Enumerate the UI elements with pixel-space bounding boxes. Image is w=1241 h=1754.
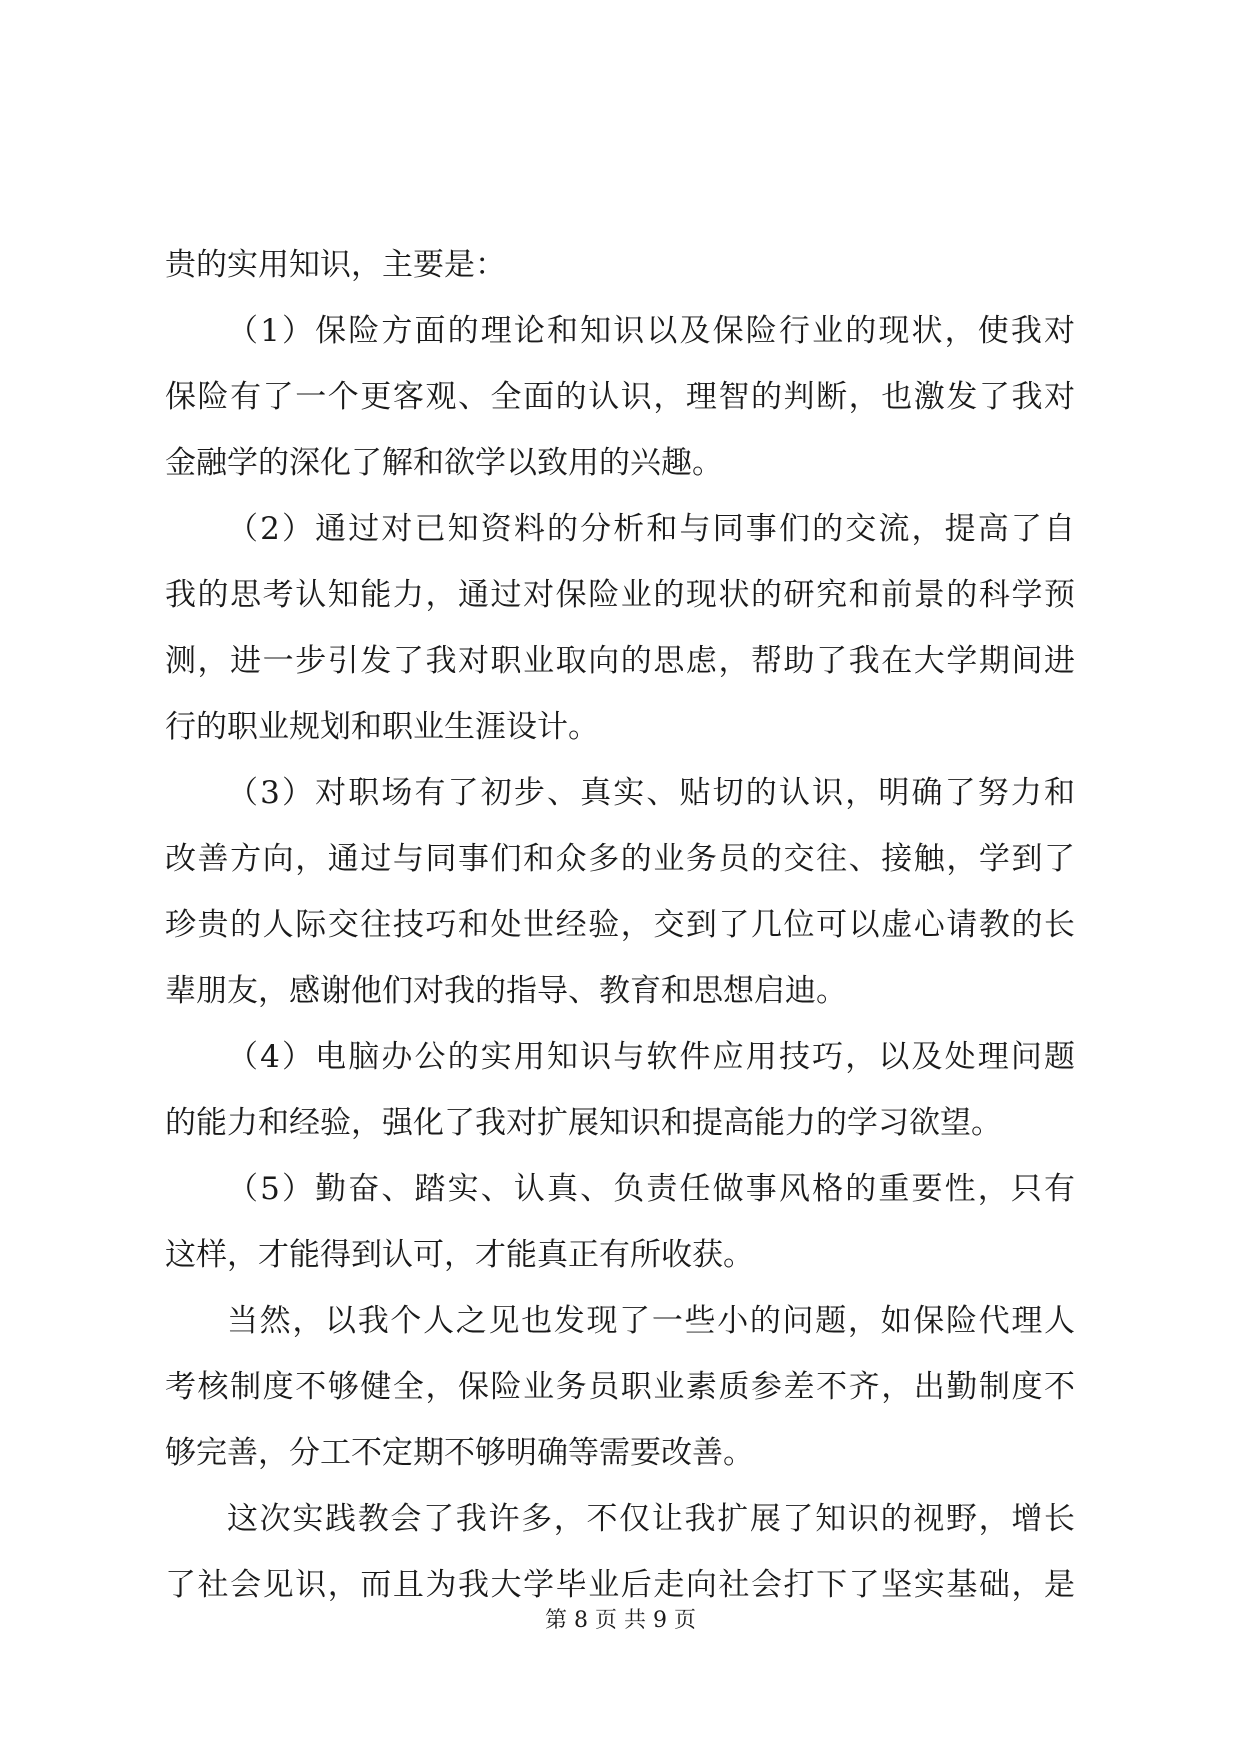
text-line: 保险有了一个更客观、全面的认识，理智的判断，也激发了我对 <box>165 379 1075 415</box>
text-line: 的能力和经验，强化了我对扩展知识和提高能力的学习欲望。 <box>165 1105 1002 1141</box>
text-line: 改善方向，通过与同事们和众多的业务员的交往、接触，学到了 <box>165 841 1075 877</box>
document-body <box>165 232 1075 1618</box>
text-line: 当然，以我个人之见也发现了一些小的问题，如保险代理人 <box>227 1303 1075 1339</box>
text-line: 这次实践教会了我许多，不仅让我扩展了知识的视野，增长 <box>227 1501 1075 1537</box>
text-line: （2）通过对已知资料的分析和与同事们的交流，提高了自 <box>227 511 1075 547</box>
text-line: 这样，才能得到认可，才能真正有所收获。 <box>165 1237 754 1273</box>
text-line: 够完善，分工不定期不够明确等需要改善。 <box>165 1435 754 1471</box>
text-line: 了社会见识，而且为我大学毕业后走向社会打下了坚实基础，是 <box>165 1567 1075 1603</box>
text-line: 测，进一步引发了我对职业取向的思虑，帮助了我在大学期间进 <box>165 643 1075 679</box>
text-line: 我的思考认知能力，通过对保险业的现状的研究和前景的科学预 <box>165 577 1075 613</box>
text-line: （5）勤奋、踏实、认真、负责任做事风格的重要性，只有 <box>227 1171 1075 1207</box>
text-line: 贵的实用知识，主要是： <box>165 247 506 283</box>
text-line: 行的职业规划和职业生涯设计。 <box>165 709 599 745</box>
text-line: 考核制度不够健全，保险业务员职业素质参差不齐，出勤制度不 <box>165 1369 1075 1405</box>
text-line: 金融学的深化了解和欲学以致用的兴趣。 <box>165 445 723 481</box>
text-line: （4）电脑办公的实用知识与软件应用技巧，以及处理问题 <box>227 1039 1075 1075</box>
text-line: （3）对职场有了初步、真实、贴切的认识，明确了努力和 <box>227 775 1075 811</box>
text-line: 辈朋友，感谢他们对我的指导、教育和思想启迪。 <box>165 973 847 1009</box>
text-line: 珍贵的人际交往技巧和处世经验，交到了几位可以虚心请教的长 <box>165 907 1075 943</box>
text-line: （1）保险方面的理论和知识以及保险行业的现状，使我对 <box>227 313 1075 349</box>
page-number-footer: 第 8 页 共 9 页 <box>545 1608 696 1633</box>
